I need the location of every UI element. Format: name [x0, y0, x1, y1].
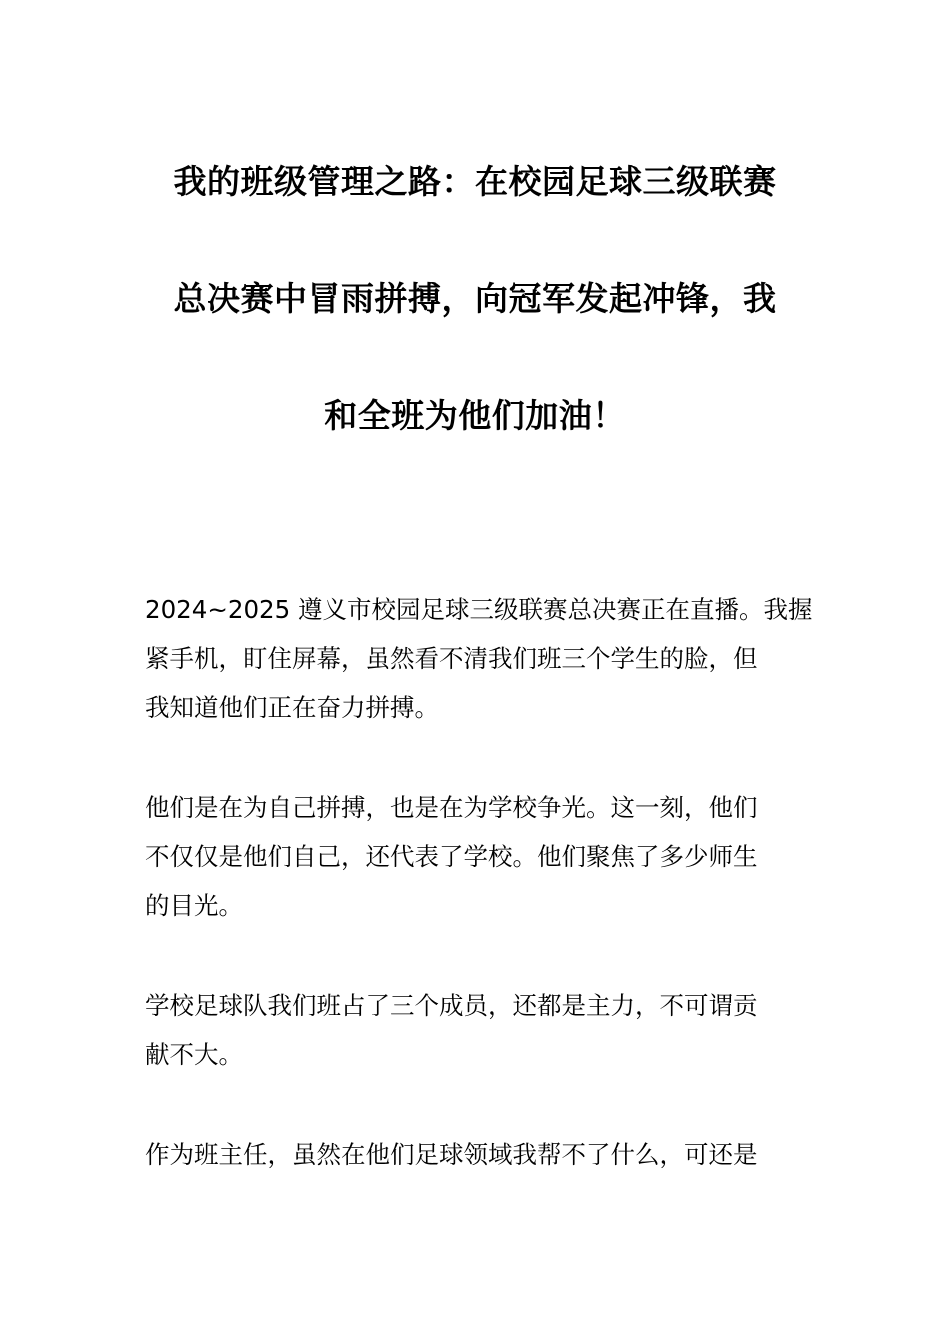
- title-line: 和全班为他们加油！: [324, 396, 626, 435]
- paragraph-line: 我知道他们正在奋力拼搏。: [145, 693, 439, 722]
- paragraph-line: 紧手机，盯住屏幕，虽然看不清我们班三个学生的脸，但: [145, 644, 758, 673]
- paragraph-line: 的目光。: [145, 891, 243, 920]
- document-title: [145, 152, 805, 503]
- title-line: 我的班级管理之路：在校园足球三级联赛: [173, 162, 777, 201]
- paragraph-line: 作为班主任，虽然在他们足球领域我帮不了什么，可还是: [145, 1140, 758, 1169]
- title-line: 总决赛中冒雨拼搏，向冠军发起冲锋，我: [173, 279, 777, 318]
- paragraph-line: 献不大。: [145, 1040, 243, 1069]
- paragraph: [145, 783, 810, 930]
- paragraph-line: 他们是在为自己拼搏，也是在为学校争光。这一刻，他们: [145, 793, 758, 822]
- paragraph: [145, 981, 810, 1079]
- paragraph-line: 2024~2025 遵义市校园足球三级联赛总决赛正在直播。我握: [145, 595, 813, 624]
- paragraph-line: 不仅仅是他们自己，还代表了学校。他们聚焦了多少师生: [145, 842, 758, 871]
- paragraph-line: 学校足球队我们班占了三个成员，还都是主力，不可谓贡: [145, 991, 758, 1020]
- paragraph: [145, 1130, 810, 1179]
- paragraph: [145, 585, 813, 732]
- document-body: [145, 585, 813, 1230]
